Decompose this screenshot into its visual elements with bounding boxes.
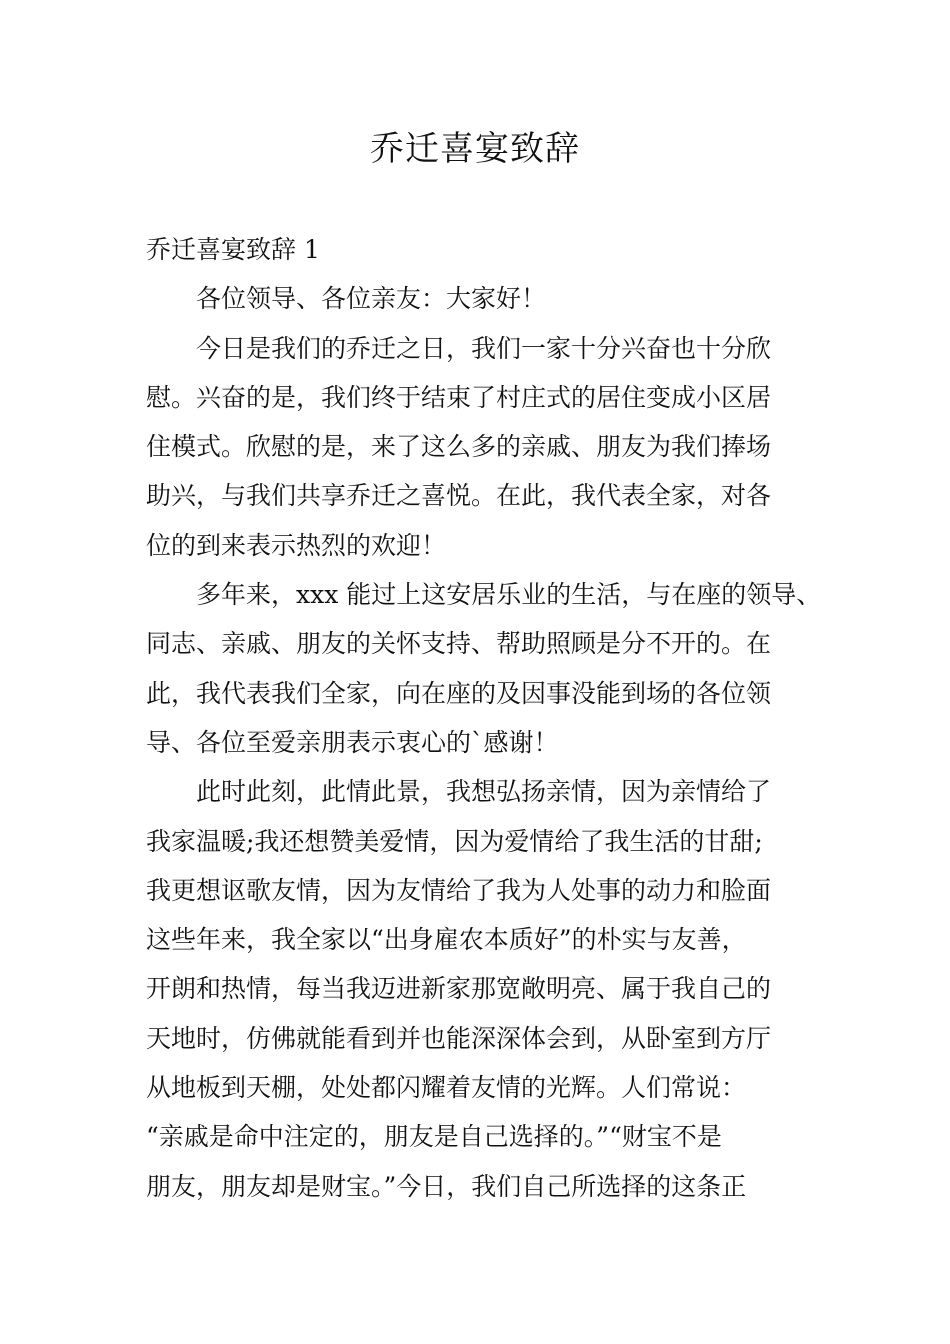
paragraph-line: 今日是我们的乔迁之日，我们一家十分兴奋也十分欣 (196, 333, 772, 363)
paragraph-line: 朋友，朋友却是财宝。”今日，我们自己所选择的这条正 (146, 1171, 747, 1201)
paragraph-line: 这些年来，我全家以“出身雇农本质好”的朴实与友善， (146, 925, 747, 955)
paragraph-line: 我更想讴歌友情，因为友情给了我为人处事的动力和脸面 (146, 875, 772, 905)
section-heading: 乔迁喜宴致辞 1 (146, 235, 320, 264)
paragraph-line: 天地时，仿佛就能看到并也能深深体会到，从卧室到方厅 (146, 1023, 772, 1053)
paragraph-line: 此时此刻，此情此景，我想弘扬亲情，因为亲情给了 (196, 777, 772, 807)
paragraph-line: 从地板到天棚，处处都闪耀着友情的光辉。人们常说： (146, 1073, 747, 1103)
document-title: 乔迁喜宴致辞 (370, 129, 580, 169)
paragraph-line: 慰。兴奋的是，我们终于结束了村庄式的居住变成小区居 (146, 382, 772, 412)
document-body (146, 225, 836, 1211)
paragraph-line: 此，我代表我们全家，向在座的及因事没能到场的各位领 (146, 678, 772, 708)
paragraph-line: “亲戚是命中注定的，朋友是自己选择的。”“财宝不是 (146, 1122, 722, 1152)
paragraph-line: 各位领导、各位亲友：大家好！ (196, 284, 547, 314)
paragraph-line: 住模式。欣慰的是，来了这么多的亲戚、朋友为我们捧场 (146, 432, 772, 462)
paragraph-line: 同志、亲戚、朋友的关怀支持、帮助照顾是分不开的。在 (146, 629, 772, 659)
paragraph-line: 导、各位至爱亲朋表示衷心的`感谢！ (146, 727, 559, 757)
paragraph-line: 多年来，xxx 能过上这安居乐业的生活，与在座的领导、 (196, 580, 822, 610)
paragraph-line: 我家温暖;我还想赞美爱情，因为爱情给了我生活的甘甜; (146, 826, 763, 856)
paragraph-line: 位的到来表示热烈的欢迎！ (146, 530, 447, 560)
paragraph-line: 助兴，与我们共享乔迁之喜悦。在此，我代表全家，对各 (146, 481, 772, 511)
paragraph-line: 开朗和热情，每当我迈进新家那宽敞明亮、属于我自己的 (146, 974, 772, 1004)
